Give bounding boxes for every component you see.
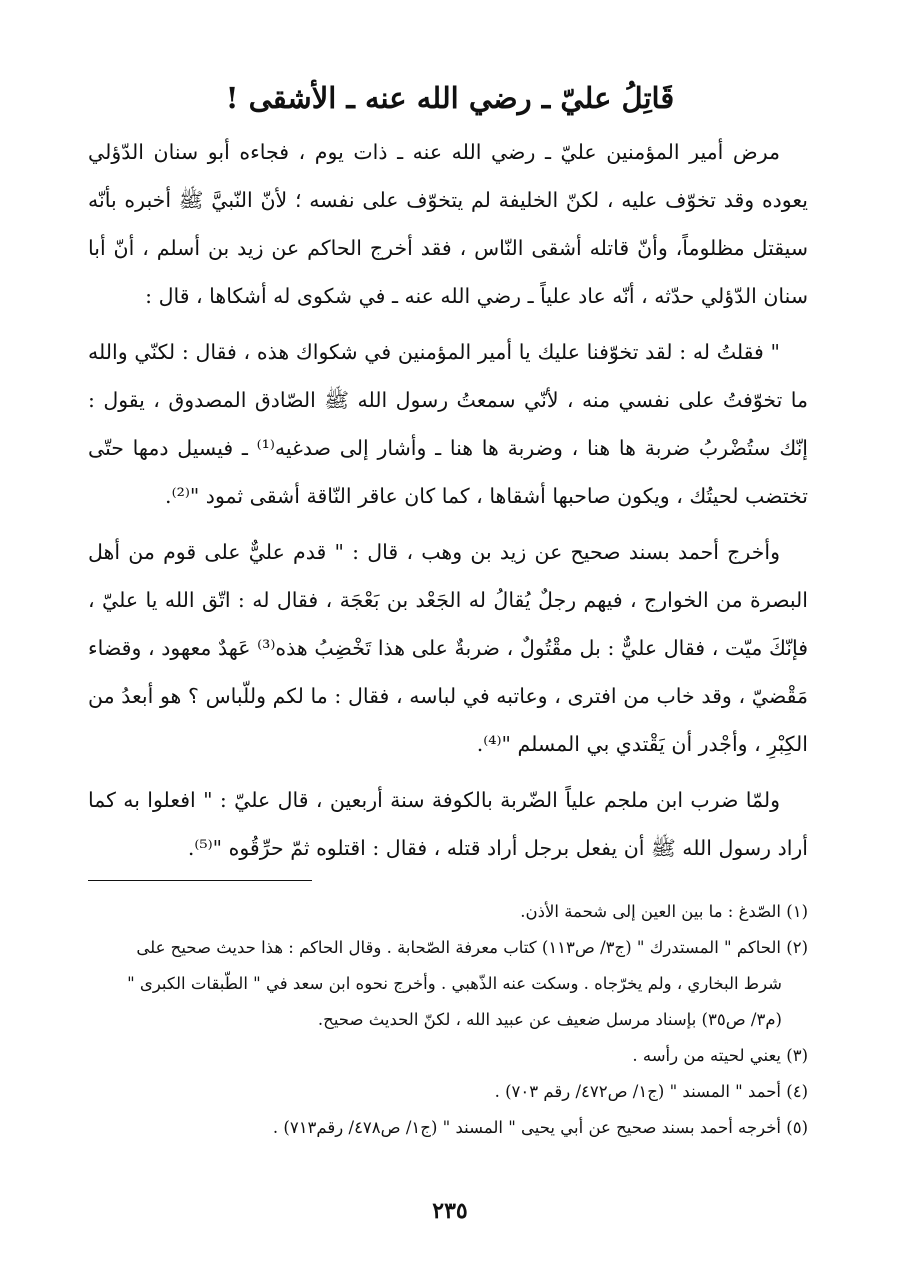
footnote: (٥) أخرجه أحمد بسند صحيح عن أبي يحيى " المسند " (ج١/ ص٤٧٨/ رقم٧١٣) . <box>272 1118 808 1137</box>
paragraph: مرض أمير المؤمنين عليّ ـ رضي الله عنه ـ ذات يوم ، فجاءه أبو سنان الدّؤلي يعوده وقد تخوّف عليه ، لكنّ الخليفة لم يتخوّف على نفسه ؛ لأنّ النّبيَّ ﷺ أخبره بأنّه سيقتل مظلوماً، وأنّ قاتله أشقى النّاس ، فقد أخرج الحاكم عن زيد بن أسلم ، أنّ أبا سنان الدّؤلي حدّثه ، أنّه عاد علياً ـ رضي الله عنه ـ في شكوى له أشكاها ، قال : <box>88 140 808 308</box>
paragraph: ولمّا ضرب ابن ملجم علياً الضّربة بالكوفة سنة أربعين ، قال عليّ : " افعلوا به كما أراد رسول الله ﷺ أن يفعل برجل أراد قتله ، فقال : اقتلوه ثمّ حرِّقُوه "⁽⁵⁾. <box>88 788 808 860</box>
body-text <box>88 128 808 880</box>
page-title: قَاتِلُ عليّ ـ رضي الله عنه ـ الأشقى ! <box>225 81 675 115</box>
footnote: (٤) أحمد " المسند " (ج١/ ص٤٧٢/ رقم ٧٠٣) . <box>494 1082 808 1101</box>
footnote: (٢) الحاكم " المستدرك " (ج٣/ ص١١٣) كتاب معرفة الصّحابة . وقال الحاكم : هذا حديث صحيح على <box>136 938 808 957</box>
footnote: (٣) يعني لحيته من رأسه . <box>632 1046 808 1065</box>
footnote-divider <box>88 880 312 881</box>
paragraph: وأخرج أحمد بسند صحيح عن زيد بن وهب ، قال : " قدم عليٌّ على قوم من أهل البصرة من الخوارج ، فيهم رجلٌ يُقالُ له الجَعْد بن بَعْجَة ، فقال له : اتّق الله يا عليّ ، فإنّكَ ميّت ، فقال عليٌّ : بل مقْتُولٌ ، ضربةٌ على هذا تَخْضِبُ هذه⁽³⁾ عَهدٌ معهود ، وقضاء مَقْضيّ ، وقد خاب من افترى ، وعاتبه في لباسه ، فقال : ما لكم وللّباس ؟ هو أبعدُ من الكِبْرِ ، وأجْدر أن يَقْتدي بي المسلم "⁽⁴⁾. <box>88 540 808 756</box>
paragraph: " فقلتُ له : لقد تخوّفنا عليك يا أمير المؤمنين في شكواك هذه ، فقال : لكنّي والله ما تخوّفتُ على نفسي منه ، لأنّي سمعتُ رسول الله ﷺ الصّادق المصدوق ، يقول : إنّك ستُضْربُ ضربة ها هنا ، وضربة ها هنا ـ وأشار إلى صدغيه⁽¹⁾ ـ فيسيل دمها حتّى تختضب لحيتُك ، ويكون صاحبها أشقاها ، كما كان عاقر النّاقة أشقى ثمود "⁽²⁾. <box>88 340 808 508</box>
page-number: ٢٣٥ <box>432 1198 468 1224</box>
footnotes <box>88 894 808 1146</box>
footnote: (١) الصّدغ : ما بين العين إلى شحمة الأذن. <box>520 902 808 921</box>
footnote-continuation: شرط البخاري ، ولم يخرّجاه . وسكت عنه الذّهبي . وأخرج نحوه ابن سعد في " الطّبقات الكبرى " <box>127 974 782 993</box>
footnote-continuation: (م٣/ ص٣٥) بإسناد مرسل ضعيف عن عبيد الله ، لكنّ الحديث صحيح. <box>317 1010 782 1029</box>
